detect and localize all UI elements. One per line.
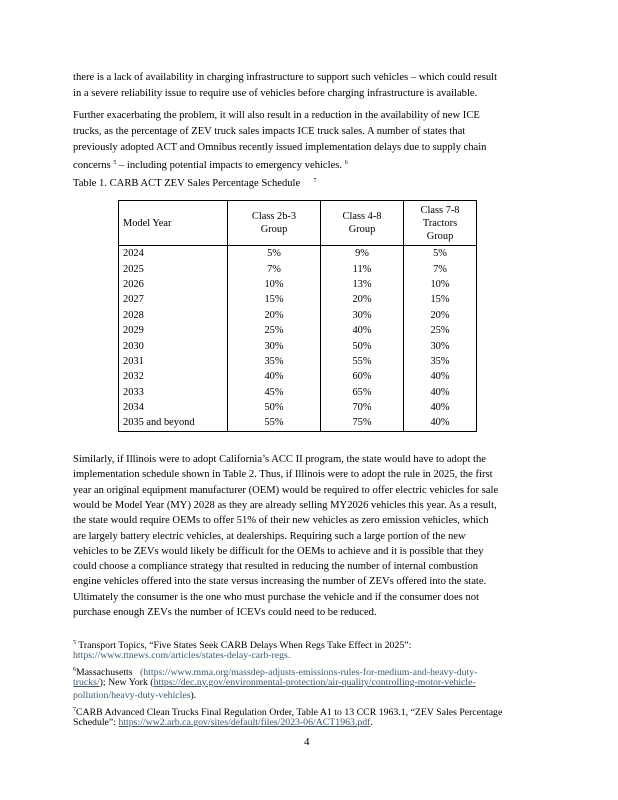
percentage-cell: 75% (321, 415, 404, 431)
text: concerns (73, 160, 111, 171)
header-text: Class 4-8 Group (342, 211, 382, 235)
percentage-cell: 11% (321, 261, 404, 276)
percentage-cell: 20% (228, 308, 321, 323)
footnote-7-line2 (73, 717, 373, 729)
text-line: the state would require OEMs to offer 51% of their new vehicles as zero emission vehicles, which (73, 515, 489, 527)
percentage-cell: 30% (321, 308, 404, 323)
percentage-cell: 25% (228, 323, 321, 338)
footnote-text: CARB Advanced Clean Trucks Final Regulation Order, Table A1 to 13 CCR 1963.1, “ZEV Sales Percentage (76, 707, 503, 718)
column-header (228, 201, 321, 246)
percentage-cell: 20% (321, 292, 404, 307)
table-row (119, 354, 477, 369)
footnote-text: Transport Topics, “Five States Seek CARB Delays When Regs Take Effect in 2025”: (76, 640, 412, 651)
model-year-cell: 2035 and beyond (119, 415, 228, 431)
percentage-cell: 10% (404, 277, 477, 292)
percentage-cell: 50% (228, 400, 321, 415)
caption-text: Table 1. CARB ACT ZEV Sales Percentage Schedule (73, 178, 301, 189)
percentage-cell: 70% (321, 400, 404, 415)
new-york-link[interactable]: https://dec.ny.gov/environmental-protection/air-quality/controlling-motor-vehicle- (153, 677, 476, 688)
text-line: previously adopted ACT and Omnibus recently issued implementation delays due to supply chain (73, 142, 487, 153)
percentage-cell: 40% (404, 415, 477, 431)
footnote-5-url[interactable]: https://www.ttnews.com/articles/states-delay-carb-regs. (73, 650, 291, 661)
table-row (119, 415, 477, 431)
table-row (119, 292, 477, 307)
percentage-cell: 35% (404, 354, 477, 369)
percentage-cell: 40% (404, 400, 477, 415)
footnote-number: 6 (73, 667, 76, 673)
zev-sales-table (118, 200, 477, 432)
model-year-cell: 2030 (119, 338, 228, 353)
footnote-ref-6[interactable]: 6 (344, 160, 348, 166)
table-row (119, 400, 477, 415)
text-line: trucks, as the percentage of ZEV truck sales impacts ICE truck sales. A number of states that (73, 126, 466, 137)
percentage-cell: 35% (228, 354, 321, 369)
percentage-cell: 25% (404, 323, 477, 338)
percentage-cell: 20% (404, 308, 477, 323)
percentage-cell: 50% (321, 338, 404, 353)
text-line: year an original equipment manufacturer (OEM) would be required to offer electric vehicles for sale (73, 484, 499, 496)
table-row (119, 246, 477, 262)
percentage-cell: 40% (228, 369, 321, 384)
model-year-cell: 2032 (119, 369, 228, 384)
percentage-cell: 30% (228, 338, 321, 353)
footnote-text: ); New York ( (99, 677, 154, 688)
column-header (404, 201, 477, 246)
page-number: 4 (304, 736, 310, 748)
model-year-cell: 2026 (119, 277, 228, 292)
percentage-cell: 40% (404, 369, 477, 384)
table-row (119, 338, 477, 353)
percentage-cell: 5% (228, 246, 321, 262)
text-line: engine vehicles offered into the state versus increasing the number of ZEVs offered into the state. (73, 576, 487, 588)
footnote-text: ). (190, 690, 197, 701)
table-header-row (119, 201, 477, 246)
massachusetts-link[interactable]: (https://www.mma.org/massdep-adjusts-emissions-rules-for-medium-and-heavy-duty- (139, 667, 478, 678)
model-year-cell: 2028 (119, 308, 228, 323)
footnote-text: Massachusetts (76, 667, 133, 678)
text-line: would be Model Year (MY) 2028 as they are already selling MY2026 vehicles this year. As a result, (73, 499, 497, 511)
model-year-cell: 2025 (119, 261, 228, 276)
footnote-text: . (370, 717, 373, 728)
header-text: Class 7-8 Tractors Group (420, 204, 460, 242)
percentage-cell: 60% (321, 369, 404, 384)
percentage-cell: 10% (228, 277, 321, 292)
text-line: purchase enough ZEVs the number of ICEVs could need to be reduced. (73, 607, 377, 618)
text-line: in a severe reliability issue to require use of vehicles before charging infrastructure is available. (73, 88, 478, 99)
table-caption (73, 175, 316, 190)
table-row (119, 277, 477, 292)
percentage-cell: 7% (228, 261, 321, 276)
percentage-cell: 55% (228, 415, 321, 431)
percentage-cell: 7% (404, 261, 477, 276)
table-row (119, 261, 477, 276)
model-year-cell: 2033 (119, 385, 228, 400)
percentage-cell: 40% (404, 385, 477, 400)
text-line: Ultimately the consumer is the one who must purchase the vehicle and if the consumer does not (73, 591, 479, 603)
percentage-cell: 45% (228, 385, 321, 400)
column-header: Model Year (119, 201, 228, 246)
footnote-ref-5[interactable]: 5 (113, 160, 117, 166)
percentage-cell: 13% (321, 277, 404, 292)
header-text: Class 2b-3 Group (251, 211, 297, 235)
footnote-number: 5 (73, 640, 76, 646)
table-row (119, 385, 477, 400)
text-line: implementation schedule shown in Table 2. Thus, if Illinois were to adopt the rule in 2025, the first (73, 469, 493, 481)
percentage-cell: 55% (321, 354, 404, 369)
footnote-6-line2 (73, 677, 476, 689)
text-line: Further exacerbating the problem, it will also result in a reduction in the availability of new ICE (73, 110, 480, 121)
model-year-cell: 2024 (119, 246, 228, 262)
percentage-cell: 30% (404, 338, 477, 353)
text-line: there is a lack of availability in charging infrastructure to support such vehicles – which could result (73, 72, 498, 83)
percentage-cell: 15% (228, 292, 321, 307)
footnote-number: 7 (73, 707, 76, 713)
text-line (73, 157, 348, 172)
text: – including potential impacts to emergency vehicles. (116, 160, 343, 171)
text-line: Similarly, if Illinois were to adopt California’s ACC II program, the state would have to adopt the (73, 454, 486, 465)
footnote-6-line3 (73, 690, 196, 702)
table-row (119, 308, 477, 323)
percentage-cell: 5% (404, 246, 477, 262)
percentage-cell: 40% (321, 323, 404, 338)
footnote-ref-7[interactable]: 7 (313, 178, 317, 184)
model-year-cell: 2029 (119, 323, 228, 338)
carb-link[interactable]: https://ww2.arb.ca.gov/sites/default/files/2023-06/ACT1963.pdf (118, 717, 371, 728)
percentage-cell: 65% (321, 385, 404, 400)
text-line: vehicles to be ZEVs would likely be difficult for the OEMs to achieve and it is possible that they (73, 545, 484, 557)
model-year-cell: 2031 (119, 354, 228, 369)
percentage-cell: 9% (321, 246, 404, 262)
footnote-text: Schedule”: (73, 717, 119, 728)
percentage-cell: 15% (404, 292, 477, 307)
new-york-link-cont[interactable]: pollution/heavy-duty-vehicles (73, 690, 191, 701)
model-year-cell: 2034 (119, 400, 228, 415)
table-row (119, 369, 477, 384)
text-line: are largely battery electric vehicles, at dealerships. Requiring such a large portion of the new (73, 530, 466, 542)
text-line: could choose a compliance strategy that resulted in reducing the number of internal combustion (73, 561, 479, 573)
model-year-cell: 2027 (119, 292, 228, 307)
column-header (321, 201, 404, 246)
massachusetts-link-cont[interactable]: trucks/ (73, 677, 100, 688)
table-row (119, 323, 477, 338)
